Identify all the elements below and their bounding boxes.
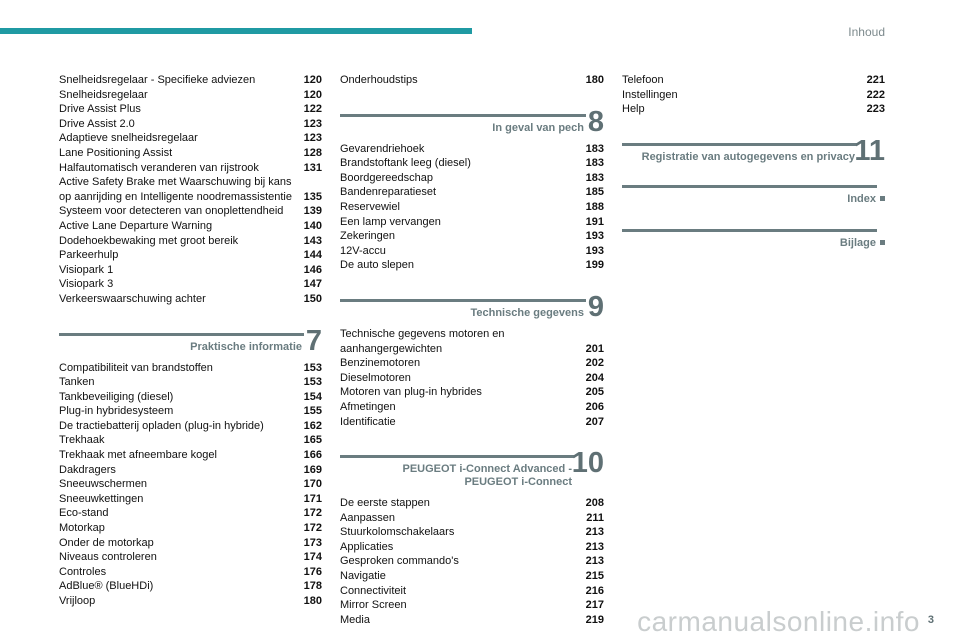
toc-entry-title: Parkeerhulp — [59, 249, 119, 262]
toc-entry-page: 213 — [585, 540, 604, 553]
toc-entry-title: De eerste stappen — [340, 497, 430, 510]
toc-entry-page: 219 — [585, 613, 604, 626]
toc-entry[interactable] — [59, 88, 322, 103]
toc-entry-title: Eco-stand — [59, 507, 109, 520]
toc-list — [59, 361, 322, 609]
watermark: carmanualsonline.info — [637, 606, 920, 637]
toc-entry-page: 221 — [866, 74, 885, 86]
toc-entry-title: Applicaties — [340, 540, 394, 553]
toc-entry-page: 176 — [303, 565, 322, 578]
toc-entry-page: 216 — [585, 584, 604, 597]
toc-entry-title: Active Lane Departure Warning — [59, 219, 213, 232]
toc-entry-title: Tankbeveiliging (diesel) — [59, 390, 174, 403]
toc-entry-page: 169 — [303, 463, 322, 476]
toc-entry-title: Benzinemotoren — [340, 357, 421, 370]
toc-entry[interactable] — [340, 327, 604, 356]
toc-entry-page: 183 — [585, 171, 604, 184]
toc-entry[interactable] — [340, 73, 604, 88]
toc-entry[interactable] — [59, 292, 322, 307]
toc-entry-page: 150 — [303, 292, 322, 305]
toc-entry[interactable] — [59, 73, 322, 88]
toc-entry-title: Active Safety Brake met Waarschuwing bij kans op aanrijding en Intelligente noodremassistentie — [59, 176, 292, 203]
toc-entry-page: 146 — [303, 263, 322, 276]
toc-entry[interactable] — [340, 185, 604, 200]
section-title[interactable]: PEUGEOT i-Connect Advanced - PEUGEOT i-Connect — [402, 463, 572, 489]
toc-entry-page: 223 — [866, 103, 885, 116]
toc-entry-page: 213 — [585, 555, 604, 568]
section-title-wrap[interactable] — [840, 237, 885, 250]
toc-entry-title: Drive Assist Plus — [59, 103, 141, 116]
section-divider — [340, 299, 586, 302]
header-accent-bar — [0, 28, 472, 34]
toc-entry[interactable] — [340, 554, 604, 569]
section-title: Index — [847, 192, 876, 205]
toc-entry[interactable] — [340, 598, 604, 613]
toc-entry-title: Motorkap — [59, 522, 105, 535]
toc-entry-title: Een lamp vervangen — [340, 215, 441, 228]
toc-entry-title: Brandstoftank leeg (diesel) — [340, 157, 471, 170]
toc-entry-page: 217 — [585, 599, 604, 612]
toc-entry-title: AdBlue® (BlueHDi) — [59, 580, 154, 593]
page-title: Inhoud — [848, 25, 885, 39]
toc-entry[interactable] — [340, 215, 604, 230]
toc-entry[interactable] — [340, 400, 604, 415]
toc-entry-title: Boordgereedschap — [340, 171, 433, 184]
square-bullet-icon — [880, 240, 885, 245]
toc-entry-title: Trekhaak met afneembare kogel — [59, 449, 217, 462]
toc-entry[interactable] — [622, 88, 885, 103]
toc-entry-page: 173 — [303, 536, 322, 549]
toc-entry-page: 172 — [303, 522, 322, 535]
toc-entry-title: Compatibiliteit van brandstoffen — [59, 361, 213, 374]
toc-entry[interactable] — [59, 375, 322, 390]
toc-entry[interactable] — [59, 390, 322, 405]
section-header — [622, 185, 885, 205]
toc-entry[interactable] — [340, 258, 604, 273]
toc-entry-title: 12V-accu — [340, 244, 386, 257]
toc-entry[interactable] — [59, 477, 322, 492]
toc-entry-title: Plug-in hybridesysteem — [59, 405, 174, 418]
toc-entry-page: 180 — [303, 595, 322, 607]
toc-entry[interactable] — [59, 131, 322, 146]
toc-entry-title: Motoren van plug-in hybrides — [340, 386, 482, 399]
toc-entry-title: Visiopark 1 — [59, 263, 114, 276]
toc-entry-title: Snelheidsregelaar — [59, 88, 148, 101]
section-9 — [340, 290, 604, 429]
toc-entry-page: 202 — [585, 357, 604, 370]
section-number: 11 — [854, 134, 885, 167]
toc-entry-page: 170 — [303, 478, 322, 491]
toc-entry-page: 154 — [303, 390, 322, 403]
section-header — [622, 134, 885, 171]
toc-entry-title: Controles — [59, 565, 107, 578]
toc-entry-page: 208 — [585, 497, 604, 510]
toc-entry-title: Sneeuwschermen — [59, 478, 148, 491]
toc-list — [340, 142, 604, 273]
section-number: 9 — [587, 290, 604, 323]
toc-entry-title: Adaptieve snelheidsregelaar — [59, 132, 198, 145]
toc-entry-title: Telefoon — [622, 74, 664, 86]
section-title[interactable]: Technische gegevens — [470, 306, 584, 319]
toc-entry-page: 211 — [586, 511, 604, 524]
toc-entry[interactable] — [59, 117, 322, 132]
section-number: 7 — [305, 324, 322, 357]
toc-entry[interactable] — [59, 175, 322, 204]
toc-entry-title: Aanpassen — [340, 511, 396, 524]
toc-column-1 — [59, 73, 322, 609]
toc-entry-title: Bandenreparatieset — [340, 186, 437, 199]
toc-entry-page: 123 — [303, 132, 322, 145]
section-title-wrap[interactable] — [847, 193, 885, 206]
toc-entry-title: Dakdragers — [59, 463, 116, 476]
toc-entry-page: 213 — [585, 526, 604, 539]
toc-list — [622, 73, 885, 117]
toc-entry-title: Dieselmotoren — [340, 371, 411, 384]
section-title[interactable]: Praktische informatie — [190, 340, 302, 353]
toc-entry-title: Dodehoekbewaking met groot bereik — [59, 234, 239, 247]
toc-entry[interactable] — [59, 594, 322, 609]
toc-entry-page: 139 — [303, 205, 322, 218]
toc-entry-page: 135 — [303, 190, 322, 203]
section-header — [340, 447, 604, 496]
toc-entry[interactable] — [622, 73, 885, 88]
toc-entry-title: De auto slepen — [340, 259, 414, 272]
toc-entry[interactable] — [59, 263, 322, 278]
toc-entry-page: 123 — [303, 117, 322, 130]
toc-column-3 — [622, 73, 885, 249]
section-header — [59, 324, 322, 361]
toc-column-2 — [340, 73, 604, 627]
toc-entry-title: Technische gegevens motoren en aanhangergewichten — [340, 327, 505, 355]
toc-entry-page: 172 — [303, 507, 322, 520]
toc-entry[interactable] — [340, 613, 604, 628]
toc-entry-title: Niveaus controleren — [59, 551, 157, 564]
toc-entry[interactable] — [59, 219, 322, 234]
section-header — [622, 229, 885, 249]
toc-entry-title: Tanken — [59, 376, 95, 389]
toc-entry[interactable] — [340, 171, 604, 186]
toc-entry[interactable] — [340, 142, 604, 157]
toc-entry-page: 188 — [585, 200, 604, 213]
toc-entry-title: Connectiviteit — [340, 584, 407, 597]
toc-entry[interactable] — [59, 234, 322, 249]
toc-entry-title: Reservewiel — [340, 200, 400, 213]
toc-entry-page: 193 — [585, 244, 604, 257]
toc-entry-page: 205 — [585, 386, 604, 399]
section-index — [622, 185, 885, 205]
toc-entry[interactable] — [59, 146, 322, 161]
toc-entry-title: Snelheidsregelaar - Specifieke adviezen — [59, 74, 256, 86]
toc-entry[interactable] — [59, 419, 322, 434]
toc-entry-page: 183 — [585, 157, 604, 170]
toc-entry-title: Stuurkolomschakelaars — [340, 526, 455, 539]
toc-entry[interactable] — [340, 569, 604, 584]
toc-entry-title: Mirror Screen — [340, 599, 407, 612]
toc-entry-page: 120 — [303, 74, 322, 86]
toc-entry-page: 178 — [303, 580, 322, 593]
toc-entry[interactable] — [59, 565, 322, 580]
toc-entry[interactable] — [59, 492, 322, 507]
toc-entry-page: 193 — [585, 230, 604, 243]
toc-entry-page: 122 — [303, 103, 322, 116]
toc-entry-title: Drive Assist 2.0 — [59, 117, 135, 130]
toc-entry[interactable] — [340, 371, 604, 386]
toc-entry-page: 191 — [585, 215, 604, 228]
toc-entry-title: Lane Positioning Assist — [59, 146, 173, 159]
page-number: 3 — [927, 614, 934, 626]
toc-entry-page: 222 — [866, 88, 885, 101]
toc-entry[interactable] — [340, 525, 604, 540]
toc-entry-page: 165 — [303, 434, 322, 447]
toc-entry-page: 204 — [585, 371, 604, 384]
section-divider — [622, 185, 877, 188]
toc-entry-page: 128 — [303, 146, 322, 159]
toc-list — [340, 496, 604, 627]
toc-entry-page: 166 — [303, 449, 322, 462]
toc-entry[interactable] — [340, 244, 604, 259]
toc-list — [340, 73, 604, 88]
toc-entry-title: Verkeerswaarschuwing achter — [59, 292, 206, 305]
section-number: 8 — [587, 105, 604, 138]
toc-list — [340, 327, 604, 429]
toc-entry-page: 183 — [585, 142, 604, 155]
section-7 — [59, 324, 322, 609]
section-divider — [622, 229, 877, 232]
toc-entry-page: 153 — [303, 361, 322, 374]
section-header — [340, 290, 604, 327]
toc-entry-title: Media — [340, 613, 370, 626]
toc-entry-page: 185 — [585, 186, 604, 199]
toc-entry-title: Trekhaak — [59, 434, 105, 447]
toc-entry[interactable] — [340, 415, 604, 430]
section-10 — [340, 447, 604, 627]
toc-entry-page: 131 — [303, 161, 322, 174]
section-title[interactable]: In geval van pech — [492, 121, 584, 134]
toc-entry-page: 215 — [585, 570, 604, 583]
toc-entry[interactable] — [622, 102, 885, 117]
toc-entry-title: Help — [622, 103, 645, 116]
section-bijlage — [622, 229, 885, 249]
toc-entry[interactable] — [59, 433, 322, 448]
toc-entry-page: 140 — [303, 219, 322, 232]
toc-entry-title: Zekeringen — [340, 230, 396, 243]
toc-entry[interactable] — [59, 463, 322, 478]
toc-entry-title: Vrijloop — [59, 595, 96, 607]
toc-entry[interactable] — [59, 361, 322, 376]
toc-entry-title: Visiopark 3 — [59, 278, 114, 291]
toc-entry-page: 120 — [303, 88, 322, 101]
toc-entry[interactable] — [59, 448, 322, 463]
toc-entry-page: 147 — [303, 278, 322, 291]
toc-list — [59, 73, 322, 307]
toc-entry[interactable] — [59, 404, 322, 419]
section-divider — [340, 114, 586, 117]
section-title: Bijlage — [839, 236, 876, 249]
toc-entry-page: 143 — [303, 234, 322, 247]
toc-entry[interactable] — [59, 204, 322, 219]
toc-entry-page: 199 — [585, 259, 604, 272]
toc-entry-page: 171 — [303, 492, 322, 505]
section-divider — [59, 333, 304, 336]
toc-entry-page: 144 — [303, 249, 322, 262]
toc-entry[interactable] — [340, 385, 604, 400]
toc-entry-title: Halfautomatisch veranderen van rijstrook — [59, 161, 259, 174]
toc-entry-page: 162 — [303, 419, 322, 432]
toc-entry-page: 174 — [303, 551, 322, 564]
toc-entry[interactable] — [340, 540, 604, 555]
toc-entry-title: Afmetingen — [340, 400, 396, 413]
toc-entry-page: 153 — [303, 376, 322, 389]
toc-entry[interactable] — [59, 277, 322, 292]
toc-entry-page: 180 — [585, 74, 604, 86]
toc-entry[interactable] — [340, 584, 604, 599]
section-title[interactable]: Registratie van autogegevens en privacy — [641, 150, 855, 163]
section-number: 10 — [571, 447, 604, 480]
toc-entry[interactable] — [59, 579, 322, 594]
section-divider — [622, 143, 857, 146]
toc-entry[interactable] — [340, 200, 604, 215]
toc-entry-title: Identificatie — [340, 415, 396, 428]
toc-entry[interactable] — [340, 229, 604, 244]
toc-entry[interactable] — [59, 536, 322, 551]
square-bullet-icon — [880, 196, 885, 201]
toc-entry-title: Navigatie — [340, 570, 386, 583]
toc-entry-title: Sneeuwkettingen — [59, 492, 144, 505]
toc-entry-title: Gesproken commando's — [340, 555, 459, 568]
toc-entry-page: 207 — [585, 415, 604, 428]
toc-entry[interactable] — [59, 102, 322, 117]
toc-entry-title: Gevarendriehoek — [340, 142, 425, 155]
toc-entry[interactable] — [59, 506, 322, 521]
toc-entry[interactable] — [59, 161, 322, 176]
toc-entry[interactable] — [59, 521, 322, 536]
toc-entry[interactable] — [340, 356, 604, 371]
toc-entry[interactable] — [59, 248, 322, 263]
toc-entry[interactable] — [59, 550, 322, 565]
section-header — [340, 105, 604, 142]
toc-entry-title: Systeem voor detecteren van onoplettendheid — [59, 205, 284, 218]
section-11 — [622, 134, 885, 171]
toc-entry-page: 201 — [585, 342, 604, 355]
toc-entry[interactable] — [340, 156, 604, 171]
section-8 — [340, 105, 604, 273]
toc-entry[interactable] — [340, 511, 604, 526]
section-divider — [340, 455, 574, 458]
toc-entry-title: Instellingen — [622, 88, 678, 101]
toc-entry[interactable] — [340, 496, 604, 511]
toc-entry-title: Onder de motorkap — [59, 536, 154, 549]
toc-entry-page: 206 — [585, 400, 604, 413]
toc-entry-title: De tractiebatterij opladen (plug-in hybride) — [59, 419, 264, 432]
toc-entry-title: Onderhoudstips — [340, 74, 418, 86]
toc-entry-page: 155 — [303, 405, 322, 418]
